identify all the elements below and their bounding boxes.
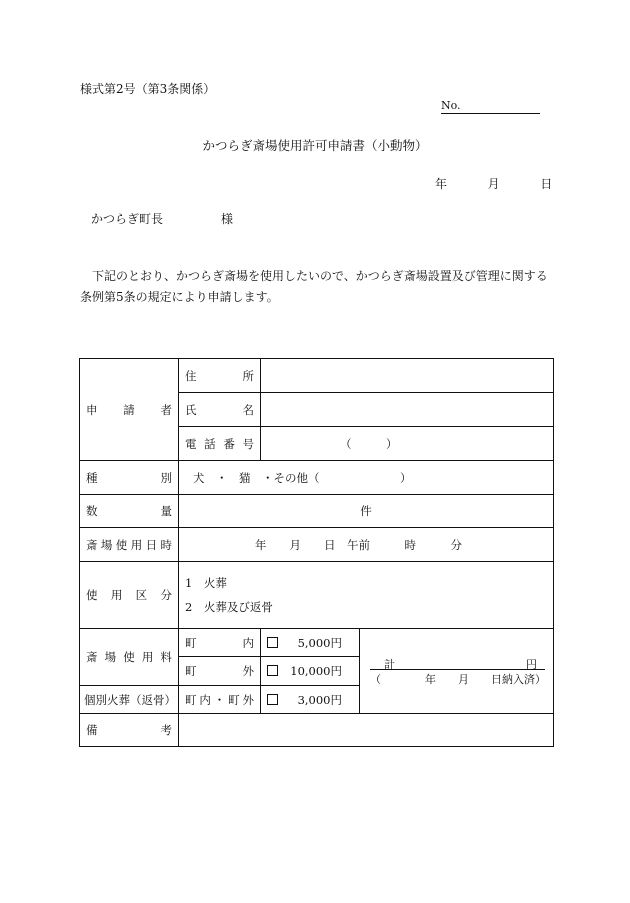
name-label: 氏 名 <box>179 393 261 427</box>
application-statement: 下記のとおり、かつらぎ斎場を使用したいので、かつらぎ斎場設置及び管理に関する条例第5条の規定により申請します。 <box>80 269 548 304</box>
phone-label: 電 話 番 号 <box>179 427 261 461</box>
fee-town-out-option[interactable] <box>261 657 360 686</box>
usage-row <box>80 562 554 629</box>
fee-town-in-price: 5,000円 <box>297 635 342 650</box>
quantity-label: 数 量 <box>80 495 179 528</box>
address-field[interactable] <box>261 359 554 393</box>
name-field[interactable] <box>261 393 554 427</box>
date-day: 日 <box>540 177 553 191</box>
fee-town-in-option[interactable] <box>261 629 360 657</box>
kind-row <box>80 461 554 495</box>
fee-paid-note: （ 年 月 日納入済） <box>370 673 546 686</box>
fee-total-line <box>370 657 545 670</box>
address-label: 住 所 <box>179 359 261 393</box>
fee-total-yen: 円 <box>526 658 537 671</box>
kind-label: 種 別 <box>80 461 179 495</box>
usage-field <box>179 562 554 629</box>
usage-option-cremation-return[interactable]: 2 火葬及び返骨 <box>185 600 273 614</box>
address-row <box>80 359 554 393</box>
addressee <box>91 210 233 227</box>
fee-town-in-row <box>80 629 554 657</box>
date-year: 年 <box>435 177 448 191</box>
application-date <box>435 175 552 192</box>
addressee-suffix: 様 <box>221 212 234 226</box>
usage-label: 使 用 区 分 <box>80 562 179 629</box>
document-number-field <box>441 99 540 114</box>
quantity-field[interactable]: 件 <box>179 495 554 528</box>
kind-field[interactable]: 犬 ・ 猫 ・その他（ ） <box>179 461 554 495</box>
addressee-name: かつらぎ町長 <box>91 212 164 226</box>
remarks-row <box>80 714 554 747</box>
fee-town-out-label: 町 外 <box>179 657 261 686</box>
fee-total-label: 計 <box>384 658 395 671</box>
individual-label: 個別火葬（返骨） <box>80 686 179 714</box>
remarks-label: 備 考 <box>80 714 179 747</box>
datetime-field[interactable]: 年 月 日 午前 時 分 <box>179 528 554 562</box>
checkbox-icon[interactable] <box>267 694 278 705</box>
document-title: かつらぎ斎場使用許可申請書（小動物） <box>202 138 428 153</box>
fee-total-cell <box>360 629 554 714</box>
application-form-table <box>79 358 554 747</box>
quantity-row <box>80 495 554 528</box>
checkbox-icon[interactable] <box>267 637 278 648</box>
individual-option[interactable] <box>261 686 360 714</box>
fee-town-out-price: 10,000円 <box>290 664 342 678</box>
individual-scope: 町内・町外 <box>179 686 261 714</box>
document-number-label: No. <box>441 99 461 112</box>
usage-option-cremation[interactable]: 1 火葬 <box>185 576 227 590</box>
date-month: 月 <box>487 177 500 191</box>
phone-field[interactable]: （ ） <box>261 427 554 461</box>
datetime-row <box>80 528 554 562</box>
fee-town-in-label: 町 内 <box>179 629 261 657</box>
remarks-field[interactable] <box>179 714 554 747</box>
form-number: 様式第2号（第3条関係） <box>80 82 216 96</box>
datetime-label: 斎場使用日時 <box>80 528 179 562</box>
applicant-label: 申 請 者 <box>80 359 179 461</box>
checkbox-icon[interactable] <box>267 665 278 676</box>
individual-price: 3,000円 <box>297 692 342 707</box>
fee-label: 斎 場 使 用 料 <box>80 629 179 686</box>
